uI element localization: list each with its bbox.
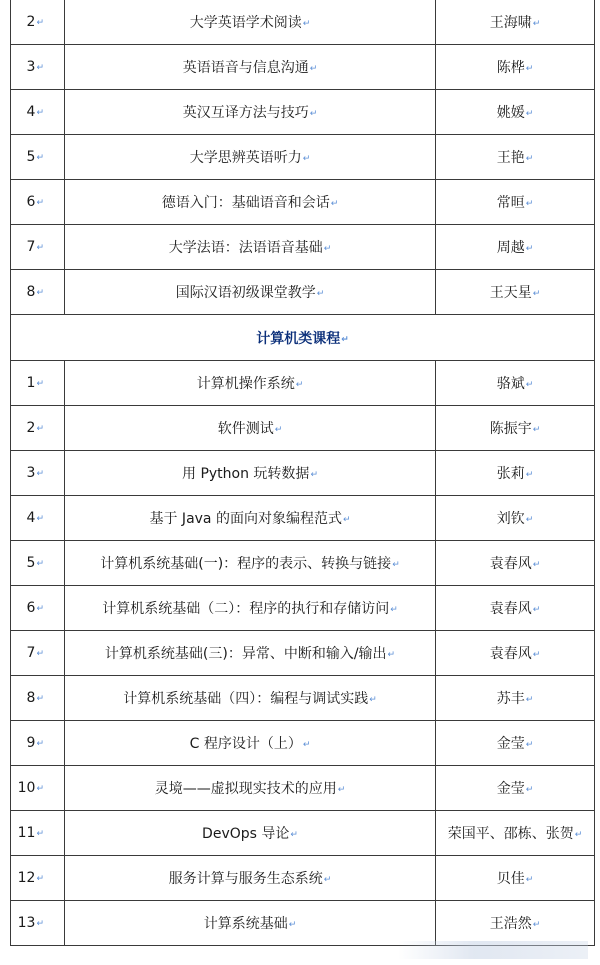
course-teacher-text: 苏丰 (496, 691, 525, 707)
course-name (65, 361, 436, 406)
paragraph-mark-icon: ↵ (330, 199, 339, 209)
course-number-text: 13 (17, 915, 36, 931)
course-name-text: 国际汉语初级课堂教学 (175, 285, 316, 301)
paragraph-mark-icon: ↵ (525, 244, 534, 254)
course-number (11, 541, 65, 586)
paragraph-mark-icon: ↵ (341, 334, 349, 345)
course-teacher (436, 811, 595, 856)
table-row (11, 45, 595, 90)
paragraph-mark-icon: ↵ (36, 649, 44, 659)
paragraph-mark-icon: ↵ (36, 694, 44, 704)
paragraph-mark-icon: ↵ (36, 18, 44, 28)
paragraph-mark-icon: ↵ (525, 875, 534, 885)
table-row (11, 766, 595, 811)
course-name-text: 服务计算与服务生态系统 (168, 871, 323, 887)
table-row (11, 180, 595, 225)
course-teacher-text: 常晅 (496, 195, 525, 211)
paragraph-mark-icon: ↵ (295, 380, 304, 390)
course-name (65, 766, 436, 811)
paragraph-mark-icon: ↵ (316, 289, 325, 299)
watermark (398, 941, 588, 959)
course-teacher (436, 135, 595, 180)
course-name (65, 135, 436, 180)
course-number-text: 6 (26, 194, 36, 210)
course-teacher (436, 406, 595, 451)
paragraph-mark-icon: ↵ (387, 650, 396, 660)
course-name-text: 用 Python 玩转数据 (182, 466, 310, 482)
paragraph-mark-icon: ↵ (36, 198, 44, 208)
course-teacher (436, 586, 595, 631)
course-teacher-text: 袁春风 (489, 646, 532, 662)
paragraph-mark-icon: ↵ (342, 515, 351, 525)
course-number-text: 9 (26, 735, 36, 751)
course-teacher-text: 王海啸 (489, 15, 532, 31)
paragraph-mark-icon: ↵ (369, 695, 377, 705)
course-number (11, 45, 65, 90)
course-name (65, 0, 436, 45)
course-table (10, 0, 595, 946)
course-teacher-text: 袁春风 (489, 601, 532, 617)
table-row (11, 361, 595, 406)
paragraph-mark-icon: ↵ (302, 154, 311, 164)
course-teacher (436, 676, 595, 721)
course-teacher (436, 45, 595, 90)
paragraph-mark-icon: ↵ (532, 289, 541, 299)
course-name-text: 计算系统基础 (203, 916, 288, 932)
course-number-text: 12 (17, 870, 36, 886)
paragraph-mark-icon: ↵ (36, 829, 44, 839)
course-number (11, 406, 65, 451)
course-name (65, 225, 436, 270)
paragraph-mark-icon: ↵ (323, 244, 332, 254)
course-teacher (436, 451, 595, 496)
course-number (11, 0, 65, 45)
paragraph-mark-icon: ↵ (532, 425, 541, 435)
table-row (11, 496, 595, 541)
course-name (65, 45, 436, 90)
course-number (11, 225, 65, 270)
course-number (11, 901, 65, 946)
course-name (65, 901, 436, 946)
paragraph-mark-icon: ↵ (525, 740, 534, 750)
course-teacher-text: 周越 (496, 240, 525, 256)
course-number-text: 8 (26, 284, 36, 300)
paragraph-mark-icon: ↵ (36, 108, 44, 118)
course-name (65, 631, 436, 676)
course-name-text: 计算机系统基础（二）：程序的执行和存储访问 (102, 601, 390, 617)
paragraph-mark-icon: ↵ (525, 470, 534, 480)
paragraph-mark-icon: ↵ (392, 560, 400, 570)
paragraph-mark-icon: ↵ (390, 605, 398, 615)
course-name-text: 英汉互译方法与技巧 (182, 105, 309, 121)
course-name (65, 586, 436, 631)
course-number (11, 90, 65, 135)
course-teacher (436, 901, 595, 946)
paragraph-mark-icon: ↵ (36, 559, 44, 569)
course-number (11, 721, 65, 766)
table-row (11, 811, 595, 856)
course-teacher-text: 姚媛 (496, 105, 525, 121)
course-number (11, 180, 65, 225)
course-name (65, 856, 436, 901)
paragraph-mark-icon: ↵ (36, 874, 44, 884)
course-number (11, 135, 65, 180)
course-name-text: 大学法语：法语语音基础 (168, 240, 323, 256)
course-name (65, 90, 436, 135)
paragraph-mark-icon: ↵ (310, 470, 318, 480)
course-teacher-text: 刘钦 (496, 511, 525, 527)
course-teacher (436, 90, 595, 135)
course-number-text: 1 (26, 375, 36, 391)
section-title: 计算机类课程 (256, 330, 341, 347)
paragraph-mark-icon: ↵ (290, 830, 298, 840)
course-name-text: DevOps 导论 (202, 826, 290, 842)
paragraph-mark-icon: ↵ (525, 515, 534, 525)
course-number-text: 3 (26, 59, 36, 75)
paragraph-mark-icon: ↵ (36, 379, 44, 389)
course-teacher (436, 766, 595, 811)
paragraph-mark-icon: ↵ (525, 380, 534, 390)
course-name-text: 计算机系统基础(三)：异常、中断和输入/输出 (104, 646, 387, 662)
table-row (11, 676, 595, 721)
course-teacher-text: 袁春风 (489, 556, 532, 572)
paragraph-mark-icon: ↵ (337, 785, 346, 795)
section-header (11, 315, 595, 361)
course-number (11, 586, 65, 631)
paragraph-mark-icon: ↵ (525, 64, 534, 74)
course-name (65, 541, 436, 586)
course-name (65, 270, 436, 315)
course-teacher-text: 张莉 (496, 466, 525, 482)
course-name-text: 计算机系统基础（四）：编程与调试实践 (123, 691, 369, 707)
paragraph-mark-icon: ↵ (36, 739, 44, 749)
course-teacher-text: 金莹 (496, 781, 525, 797)
course-number (11, 361, 65, 406)
table-row (11, 541, 595, 586)
paragraph-mark-icon: ↵ (525, 154, 534, 164)
table-row (11, 406, 595, 451)
course-teacher-text: 贝佳 (496, 871, 525, 887)
course-name-text: 计算机操作系统 (196, 376, 295, 392)
course-name-text: 软件测试 (217, 421, 274, 437)
course-teacher (436, 270, 595, 315)
paragraph-mark-icon: ↵ (525, 109, 534, 119)
paragraph-mark-icon: ↵ (36, 919, 44, 929)
paragraph-mark-icon: ↵ (36, 153, 44, 163)
course-teacher (436, 856, 595, 901)
course-teacher (436, 361, 595, 406)
course-number-text: 2 (26, 420, 36, 436)
table-row (11, 451, 595, 496)
paragraph-mark-icon: ↵ (323, 875, 332, 885)
course-teacher-text: 陈振宇 (489, 421, 532, 437)
course-teacher-text: 陈桦 (496, 60, 525, 76)
course-teacher (436, 0, 595, 45)
paragraph-mark-icon: ↵ (574, 830, 583, 840)
paragraph-mark-icon: ↵ (36, 784, 44, 794)
paragraph-mark-icon: ↵ (36, 469, 44, 479)
course-name (65, 496, 436, 541)
paragraph-mark-icon: ↵ (302, 19, 311, 29)
paragraph-mark-icon: ↵ (36, 288, 44, 298)
paragraph-mark-icon: ↵ (36, 424, 44, 434)
paragraph-mark-icon: ↵ (532, 19, 541, 29)
table-row (11, 0, 595, 45)
course-number-text: 3 (26, 465, 36, 481)
paragraph-mark-icon: ↵ (532, 560, 541, 570)
paragraph-mark-icon: ↵ (525, 199, 534, 209)
course-name (65, 180, 436, 225)
course-teacher-text: 王浩然 (489, 916, 532, 932)
course-teacher (436, 541, 595, 586)
course-name (65, 406, 436, 451)
course-name-text: 基于 Java 的面向对象编程范式 (149, 511, 342, 527)
table-row (11, 721, 595, 766)
course-name-text: 灵境——虚拟现实技术的应用 (154, 781, 337, 797)
course-teacher-text: 金莹 (496, 736, 525, 752)
course-name-text: C 程序设计（上） (189, 736, 302, 752)
course-name-text: 英语语音与信息沟通 (182, 60, 309, 76)
course-number-text: 2 (26, 14, 36, 30)
paragraph-mark-icon: ↵ (36, 63, 44, 73)
course-number-text: 4 (26, 510, 36, 526)
course-table-body (11, 0, 595, 946)
paragraph-mark-icon: ↵ (309, 64, 318, 74)
course-number (11, 676, 65, 721)
course-number (11, 496, 65, 541)
table-row (11, 856, 595, 901)
table-row (11, 901, 595, 946)
paragraph-mark-icon: ↵ (525, 785, 534, 795)
paragraph-mark-icon: ↵ (36, 604, 44, 614)
course-number (11, 451, 65, 496)
course-number-text: 7 (26, 645, 36, 661)
course-number (11, 631, 65, 676)
course-number-text: 5 (26, 555, 36, 571)
table-row (11, 586, 595, 631)
paragraph-mark-icon: ↵ (525, 695, 534, 705)
course-name (65, 676, 436, 721)
course-number-text: 8 (26, 690, 36, 706)
paragraph-mark-icon: ↵ (288, 920, 297, 930)
table-row (11, 135, 595, 180)
course-number-text: 5 (26, 149, 36, 165)
paragraph-mark-icon: ↵ (36, 243, 44, 253)
course-teacher-text: 骆斌 (496, 376, 525, 392)
course-name-text: 大学英语学术阅读 (189, 15, 302, 31)
course-name (65, 721, 436, 766)
paragraph-mark-icon: ↵ (532, 650, 541, 660)
course-name-text: 德语入门：基础语音和会话 (161, 195, 330, 211)
paragraph-mark-icon: ↵ (274, 425, 283, 435)
paragraph-mark-icon: ↵ (309, 109, 318, 119)
course-teacher (436, 721, 595, 766)
table-row (11, 631, 595, 676)
course-number (11, 766, 65, 811)
paragraph-mark-icon: ↵ (532, 920, 541, 930)
table-row (11, 90, 595, 135)
course-name-text: 大学思辨英语听力 (189, 150, 302, 166)
paragraph-mark-icon: ↵ (36, 514, 44, 524)
course-number-text: 11 (17, 825, 36, 841)
paragraph-mark-icon: ↵ (302, 740, 311, 750)
course-number (11, 270, 65, 315)
course-number (11, 856, 65, 901)
course-teacher-text: 王天星 (489, 285, 532, 301)
course-number-text: 6 (26, 600, 36, 616)
course-teacher (436, 180, 595, 225)
section-header-row (11, 315, 595, 361)
course-teacher-text: 王艳 (496, 150, 525, 166)
course-teacher (436, 225, 595, 270)
table-row (11, 225, 595, 270)
course-number (11, 811, 65, 856)
course-teacher (436, 496, 595, 541)
paragraph-mark-icon: ↵ (532, 605, 541, 615)
course-name-text: 计算机系统基础(一)：程序的表示、转换与链接 (100, 556, 392, 572)
course-name (65, 451, 436, 496)
table-row (11, 270, 595, 315)
course-number-text: 10 (17, 780, 36, 796)
course-number-text: 4 (26, 104, 36, 120)
course-teacher-text: 荣国平、邵栋、张贺 (447, 826, 574, 842)
course-teacher (436, 631, 595, 676)
course-name (65, 811, 436, 856)
course-number-text: 7 (26, 239, 36, 255)
